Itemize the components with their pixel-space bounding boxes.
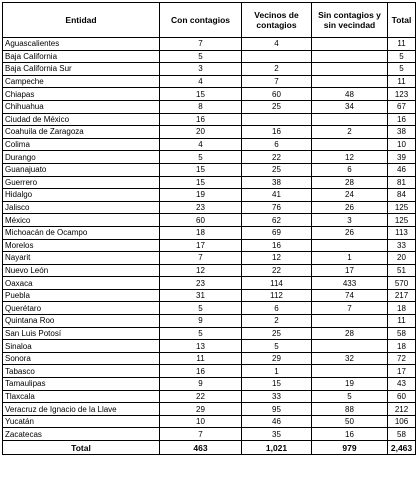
cell-entidad: Puebla bbox=[3, 289, 160, 302]
states-table-container bbox=[2, 2, 416, 455]
cell-vecinos: 25 bbox=[242, 163, 312, 176]
cell-vecinos bbox=[242, 50, 312, 63]
totals-vecinos: 1,021 bbox=[242, 441, 312, 455]
cell-total: 570 bbox=[388, 277, 416, 290]
cell-total: 46 bbox=[388, 163, 416, 176]
cell-sin-contagios: 50 bbox=[312, 415, 388, 428]
cell-sin-contagios: 17 bbox=[312, 264, 388, 277]
cell-total: 67 bbox=[388, 100, 416, 113]
table-row bbox=[3, 126, 416, 139]
cell-total: 18 bbox=[388, 302, 416, 315]
cell-vecinos: 7 bbox=[242, 75, 312, 88]
table-row bbox=[3, 201, 416, 214]
cell-sin-contagios: 48 bbox=[312, 88, 388, 101]
cell-sin-contagios: 26 bbox=[312, 226, 388, 239]
cell-entidad: Guanajuato bbox=[3, 163, 160, 176]
table-row bbox=[3, 226, 416, 239]
cell-vecinos: 4 bbox=[242, 38, 312, 51]
cell-sin-contagios: 19 bbox=[312, 378, 388, 391]
cell-sin-contagios bbox=[312, 340, 388, 353]
table-row bbox=[3, 390, 416, 403]
cell-entidad: Nayarit bbox=[3, 252, 160, 265]
cell-sin-contagios: 6 bbox=[312, 163, 388, 176]
cell-entidad: Hidalgo bbox=[3, 189, 160, 202]
cell-vecinos: 35 bbox=[242, 428, 312, 441]
cell-entidad: Oaxaca bbox=[3, 277, 160, 290]
cell-vecinos: 25 bbox=[242, 327, 312, 340]
cell-vecinos: 95 bbox=[242, 403, 312, 416]
table-header-row bbox=[3, 3, 416, 38]
cell-entidad: Morelos bbox=[3, 239, 160, 252]
cell-con-contagios: 23 bbox=[160, 277, 242, 290]
cell-con-contagios: 7 bbox=[160, 252, 242, 265]
cell-con-contagios: 15 bbox=[160, 176, 242, 189]
cell-total: 58 bbox=[388, 428, 416, 441]
cell-total: 43 bbox=[388, 378, 416, 391]
table-row bbox=[3, 327, 416, 340]
header-total: Total bbox=[388, 3, 416, 38]
table-row bbox=[3, 403, 416, 416]
cell-con-contagios: 8 bbox=[160, 100, 242, 113]
cell-vecinos: 76 bbox=[242, 201, 312, 214]
cell-con-contagios: 18 bbox=[160, 226, 242, 239]
cell-sin-contagios bbox=[312, 239, 388, 252]
table-row bbox=[3, 415, 416, 428]
cell-sin-contagios bbox=[312, 315, 388, 328]
cell-total: 33 bbox=[388, 239, 416, 252]
cell-con-contagios: 5 bbox=[160, 302, 242, 315]
cell-sin-contagios: 7 bbox=[312, 302, 388, 315]
cell-con-contagios: 19 bbox=[160, 189, 242, 202]
cell-sin-contagios: 88 bbox=[312, 403, 388, 416]
cell-total: 212 bbox=[388, 403, 416, 416]
cell-entidad: Tamaulipas bbox=[3, 378, 160, 391]
header-con-contagios: Con contagios bbox=[160, 3, 242, 38]
cell-entidad: San Luis Potosí bbox=[3, 327, 160, 340]
states-contagion-table bbox=[2, 2, 416, 455]
cell-total: 84 bbox=[388, 189, 416, 202]
cell-vecinos bbox=[242, 113, 312, 126]
cell-con-contagios: 20 bbox=[160, 126, 242, 139]
cell-total: 10 bbox=[388, 138, 416, 151]
cell-entidad: Coahuila de Zaragoza bbox=[3, 126, 160, 139]
cell-vecinos: 6 bbox=[242, 302, 312, 315]
totals-sin-contagios: 979 bbox=[312, 441, 388, 455]
cell-sin-contagios: 32 bbox=[312, 352, 388, 365]
table-row bbox=[3, 50, 416, 63]
cell-total: 81 bbox=[388, 176, 416, 189]
cell-sin-contagios bbox=[312, 75, 388, 88]
cell-entidad: Nuevo León bbox=[3, 264, 160, 277]
cell-vecinos: 22 bbox=[242, 264, 312, 277]
cell-total: 16 bbox=[388, 113, 416, 126]
cell-vecinos: 38 bbox=[242, 176, 312, 189]
cell-vecinos: 22 bbox=[242, 151, 312, 164]
cell-con-contagios: 5 bbox=[160, 327, 242, 340]
table-row bbox=[3, 63, 416, 76]
cell-entidad: Ciudad de México bbox=[3, 113, 160, 126]
cell-vecinos: 15 bbox=[242, 378, 312, 391]
cell-entidad: Campeche bbox=[3, 75, 160, 88]
cell-entidad: Chihuahua bbox=[3, 100, 160, 113]
cell-con-contagios: 5 bbox=[160, 50, 242, 63]
cell-total: 20 bbox=[388, 252, 416, 265]
cell-sin-contagios: 74 bbox=[312, 289, 388, 302]
cell-vecinos: 1 bbox=[242, 365, 312, 378]
cell-con-contagios: 4 bbox=[160, 138, 242, 151]
cell-entidad: México bbox=[3, 214, 160, 227]
cell-vecinos: 41 bbox=[242, 189, 312, 202]
cell-total: 125 bbox=[388, 201, 416, 214]
cell-vecinos: 16 bbox=[242, 126, 312, 139]
cell-vecinos: 16 bbox=[242, 239, 312, 252]
cell-total: 18 bbox=[388, 340, 416, 353]
cell-total: 11 bbox=[388, 75, 416, 88]
cell-con-contagios: 7 bbox=[160, 38, 242, 51]
cell-total: 5 bbox=[388, 50, 416, 63]
cell-total: 58 bbox=[388, 327, 416, 340]
cell-entidad: Quintana Roo bbox=[3, 315, 160, 328]
table-row bbox=[3, 151, 416, 164]
table-row bbox=[3, 264, 416, 277]
cell-vecinos: 112 bbox=[242, 289, 312, 302]
cell-total: 5 bbox=[388, 63, 416, 76]
table-row bbox=[3, 277, 416, 290]
table-row bbox=[3, 352, 416, 365]
cell-vecinos: 6 bbox=[242, 138, 312, 151]
table-body bbox=[3, 38, 416, 441]
cell-vecinos: 60 bbox=[242, 88, 312, 101]
cell-entidad: Baja California Sur bbox=[3, 63, 160, 76]
cell-total: 72 bbox=[388, 352, 416, 365]
cell-con-contagios: 60 bbox=[160, 214, 242, 227]
header-sin-contagios: Sin contagios y sin vecindad bbox=[312, 3, 388, 38]
cell-con-contagios: 5 bbox=[160, 151, 242, 164]
cell-entidad: Tlaxcala bbox=[3, 390, 160, 403]
cell-entidad: Sinaloa bbox=[3, 340, 160, 353]
table-row bbox=[3, 75, 416, 88]
header-vecinos: Vecinos de contagios bbox=[242, 3, 312, 38]
cell-sin-contagios: 433 bbox=[312, 277, 388, 290]
table-row bbox=[3, 88, 416, 101]
table-row bbox=[3, 163, 416, 176]
cell-entidad: Veracruz de Ignacio de la Llave bbox=[3, 403, 160, 416]
cell-con-contagios: 31 bbox=[160, 289, 242, 302]
totals-row bbox=[3, 441, 416, 455]
cell-con-contagios: 9 bbox=[160, 315, 242, 328]
cell-vecinos: 33 bbox=[242, 390, 312, 403]
table-row bbox=[3, 189, 416, 202]
cell-sin-contagios: 24 bbox=[312, 189, 388, 202]
cell-con-contagios: 13 bbox=[160, 340, 242, 353]
cell-entidad: Chiapas bbox=[3, 88, 160, 101]
table-row bbox=[3, 113, 416, 126]
cell-total: 38 bbox=[388, 126, 416, 139]
totals-total: 2,463 bbox=[388, 441, 416, 455]
cell-con-contagios: 9 bbox=[160, 378, 242, 391]
table-row bbox=[3, 340, 416, 353]
cell-sin-contagios bbox=[312, 138, 388, 151]
cell-total: 39 bbox=[388, 151, 416, 164]
table-row bbox=[3, 315, 416, 328]
header-entidad: Entidad bbox=[3, 3, 160, 38]
cell-vecinos: 2 bbox=[242, 63, 312, 76]
table-row bbox=[3, 239, 416, 252]
cell-entidad: Colima bbox=[3, 138, 160, 151]
cell-total: 106 bbox=[388, 415, 416, 428]
cell-sin-contagios bbox=[312, 38, 388, 51]
cell-total: 113 bbox=[388, 226, 416, 239]
cell-vecinos: 25 bbox=[242, 100, 312, 113]
table-row bbox=[3, 214, 416, 227]
cell-total: 217 bbox=[388, 289, 416, 302]
table-row bbox=[3, 176, 416, 189]
cell-vecinos: 12 bbox=[242, 252, 312, 265]
cell-con-contagios: 15 bbox=[160, 88, 242, 101]
cell-total: 125 bbox=[388, 214, 416, 227]
table-row bbox=[3, 252, 416, 265]
table-row bbox=[3, 378, 416, 391]
table-row bbox=[3, 365, 416, 378]
cell-vecinos: 2 bbox=[242, 315, 312, 328]
cell-con-contagios: 7 bbox=[160, 428, 242, 441]
table-row bbox=[3, 302, 416, 315]
cell-sin-contagios bbox=[312, 63, 388, 76]
cell-sin-contagios bbox=[312, 113, 388, 126]
cell-entidad: Guerrero bbox=[3, 176, 160, 189]
cell-total: 60 bbox=[388, 390, 416, 403]
cell-sin-contagios bbox=[312, 365, 388, 378]
cell-con-contagios: 12 bbox=[160, 264, 242, 277]
cell-entidad: Zacatecas bbox=[3, 428, 160, 441]
cell-entidad: Tabasco bbox=[3, 365, 160, 378]
totals-con-contagios: 463 bbox=[160, 441, 242, 455]
cell-sin-contagios: 3 bbox=[312, 214, 388, 227]
cell-total: 11 bbox=[388, 38, 416, 51]
cell-total: 11 bbox=[388, 315, 416, 328]
cell-vecinos: 62 bbox=[242, 214, 312, 227]
cell-vecinos: 114 bbox=[242, 277, 312, 290]
cell-sin-contagios: 26 bbox=[312, 201, 388, 214]
cell-entidad: Sonora bbox=[3, 352, 160, 365]
cell-sin-contagios: 5 bbox=[312, 390, 388, 403]
cell-vecinos: 29 bbox=[242, 352, 312, 365]
cell-con-contagios: 16 bbox=[160, 113, 242, 126]
cell-con-contagios: 15 bbox=[160, 163, 242, 176]
table-row bbox=[3, 428, 416, 441]
cell-sin-contagios: 2 bbox=[312, 126, 388, 139]
cell-sin-contagios bbox=[312, 50, 388, 63]
cell-vecinos: 5 bbox=[242, 340, 312, 353]
cell-sin-contagios: 28 bbox=[312, 176, 388, 189]
cell-sin-contagios: 34 bbox=[312, 100, 388, 113]
totals-label: Total bbox=[3, 441, 160, 455]
cell-entidad: Durango bbox=[3, 151, 160, 164]
cell-vecinos: 46 bbox=[242, 415, 312, 428]
cell-con-contagios: 16 bbox=[160, 365, 242, 378]
table-row bbox=[3, 138, 416, 151]
table-row bbox=[3, 289, 416, 302]
cell-entidad: Yucatán bbox=[3, 415, 160, 428]
cell-con-contagios: 17 bbox=[160, 239, 242, 252]
cell-entidad: Baja California bbox=[3, 50, 160, 63]
cell-entidad: Jalisco bbox=[3, 201, 160, 214]
table-row bbox=[3, 100, 416, 113]
cell-total: 51 bbox=[388, 264, 416, 277]
cell-sin-contagios: 16 bbox=[312, 428, 388, 441]
cell-entidad: Querétaro bbox=[3, 302, 160, 315]
cell-con-contagios: 22 bbox=[160, 390, 242, 403]
cell-sin-contagios: 28 bbox=[312, 327, 388, 340]
cell-entidad: Michoacán de Ocampo bbox=[3, 226, 160, 239]
table-row bbox=[3, 38, 416, 51]
cell-con-contagios: 3 bbox=[160, 63, 242, 76]
cell-sin-contagios: 1 bbox=[312, 252, 388, 265]
cell-con-contagios: 23 bbox=[160, 201, 242, 214]
cell-entidad: Aguascalientes bbox=[3, 38, 160, 51]
cell-vecinos: 69 bbox=[242, 226, 312, 239]
cell-sin-contagios: 12 bbox=[312, 151, 388, 164]
cell-total: 17 bbox=[388, 365, 416, 378]
cell-total: 123 bbox=[388, 88, 416, 101]
cell-con-contagios: 10 bbox=[160, 415, 242, 428]
cell-con-contagios: 4 bbox=[160, 75, 242, 88]
cell-con-contagios: 11 bbox=[160, 352, 242, 365]
cell-con-contagios: 29 bbox=[160, 403, 242, 416]
